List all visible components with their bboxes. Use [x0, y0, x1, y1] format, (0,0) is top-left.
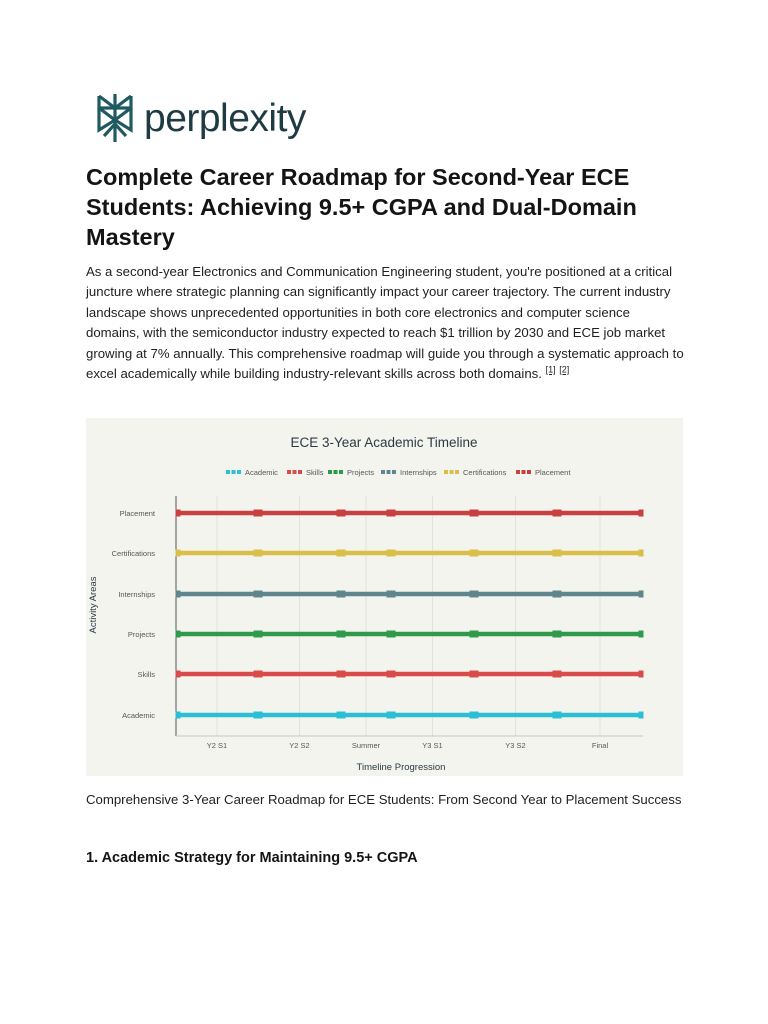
- segment-marker: [391, 591, 396, 598]
- segment-marker: [639, 671, 644, 678]
- segment-marker: [557, 671, 562, 678]
- x-tick-label: Final: [591, 741, 609, 750]
- chart-legend: [226, 468, 571, 477]
- segment-marker: [639, 510, 644, 517]
- series-internships: [176, 591, 644, 598]
- segment-marker: [639, 550, 644, 557]
- legend-label: Projects: [347, 468, 375, 477]
- section-heading: 1. Academic Strategy for Maintaining 9.5+ CGPA: [86, 850, 418, 866]
- segment-marker: [258, 591, 263, 598]
- perplexity-logo-icon: [94, 92, 136, 144]
- segment-marker: [341, 671, 346, 678]
- x-tick-label: Y2 S2: [289, 741, 310, 750]
- legend-label: Placement: [535, 468, 571, 477]
- segment-marker: [341, 591, 346, 598]
- segment-marker: [258, 671, 263, 678]
- x-tick-label: Summer: [351, 741, 381, 750]
- segment-marker: [391, 631, 396, 638]
- citation-link-2[interactable]: [2]: [559, 364, 570, 375]
- segment-marker: [557, 550, 562, 557]
- segment-marker: [258, 550, 263, 557]
- y-tick-label: Skills: [137, 670, 155, 679]
- series-projects: [176, 631, 644, 638]
- series-placement: [176, 510, 644, 517]
- segment-marker: [176, 510, 181, 517]
- series-certifications: [176, 550, 644, 557]
- legend-item: [444, 468, 507, 477]
- segment-marker: [474, 510, 479, 517]
- timeline-chart: [86, 418, 683, 776]
- segment-marker: [474, 631, 479, 638]
- y-axis-label: Activity Areas: [88, 576, 99, 634]
- timeline-chart-svg: [86, 418, 683, 776]
- x-tick-label: Y2 S1: [206, 741, 228, 750]
- series-skills: [176, 671, 644, 678]
- chart-grid: [176, 496, 643, 736]
- y-axis-tick-labels: [112, 509, 156, 720]
- y-tick-label: Academic: [122, 711, 155, 720]
- segment-marker: [474, 712, 479, 719]
- legend-item: [328, 468, 374, 477]
- legend-label: Skills: [306, 468, 324, 477]
- intro-text: As a second-year Electronics and Communication Engineering student, you're positioned at a critical juncture where strategic planning can significantly impact your career trajectory. The current industry landscape shows unprecedented opportunities in both core electronics and computer science domains, with the semiconductor industry expected to reach $1 trillion by 2030 and ECE job market growing at 7% annually. This comprehensive roadmap will guide you through a systematic approach to excel academically while building industry-relevant skills across both domains.: [86, 264, 684, 382]
- legend-label: Internships: [400, 468, 437, 477]
- segment-marker: [557, 591, 562, 598]
- chart-series: [176, 510, 644, 719]
- segment-marker: [176, 631, 181, 638]
- intro-paragraph: [86, 262, 686, 384]
- segment-marker: [557, 712, 562, 719]
- segment-marker: [258, 510, 263, 517]
- y-tick-label: Internships: [118, 590, 155, 599]
- legend-item: [287, 468, 324, 477]
- segment-marker: [639, 591, 644, 598]
- segment-marker: [176, 591, 181, 598]
- citation-link-1[interactable]: [1]: [545, 364, 556, 375]
- legend-item: [516, 468, 571, 477]
- segment-marker: [639, 712, 644, 719]
- segment-marker: [474, 671, 479, 678]
- legend-label: Academic: [245, 468, 278, 477]
- segment-marker: [258, 631, 263, 638]
- segment-marker: [391, 550, 396, 557]
- segment-marker: [639, 631, 644, 638]
- x-tick-label: Y3 S1: [422, 741, 443, 750]
- segment-marker: [341, 712, 346, 719]
- chart-caption: Comprehensive 3-Year Career Roadmap for ECE Students: From Second Year to Placement Success: [86, 792, 682, 807]
- legend-item: [381, 468, 437, 477]
- segment-marker: [391, 712, 396, 719]
- segment-marker: [176, 712, 181, 719]
- segment-marker: [557, 510, 562, 517]
- segment-marker: [341, 550, 346, 557]
- segment-marker: [341, 510, 346, 517]
- y-tick-label: Certifications: [111, 549, 155, 558]
- segment-marker: [474, 591, 479, 598]
- y-tick-label: Projects: [127, 630, 155, 639]
- segment-marker: [258, 712, 263, 719]
- segment-marker: [176, 550, 181, 557]
- legend-item: [226, 468, 278, 477]
- x-axis-label: Timeline Progression: [356, 762, 446, 773]
- perplexity-logo: [94, 92, 306, 144]
- article-title: Complete Career Roadmap for Second-Year ECE Students: Achieving 9.5+ CGPA and Dual-Domain Mastery: [86, 164, 637, 250]
- x-axis-tick-labels: [207, 741, 609, 750]
- brand-name: perplexity: [144, 96, 306, 140]
- segment-marker: [474, 550, 479, 557]
- segment-marker: [391, 671, 396, 678]
- segment-marker: [176, 671, 181, 678]
- segment-marker: [557, 631, 562, 638]
- x-tick-label: Y3 S2: [505, 741, 526, 750]
- legend-label: Certifications: [463, 468, 507, 477]
- y-tick-label: Placement: [119, 509, 155, 518]
- series-academic: [176, 712, 644, 719]
- chart-title: ECE 3-Year Academic Timeline: [290, 435, 478, 450]
- segment-marker: [391, 510, 396, 517]
- segment-marker: [341, 631, 346, 638]
